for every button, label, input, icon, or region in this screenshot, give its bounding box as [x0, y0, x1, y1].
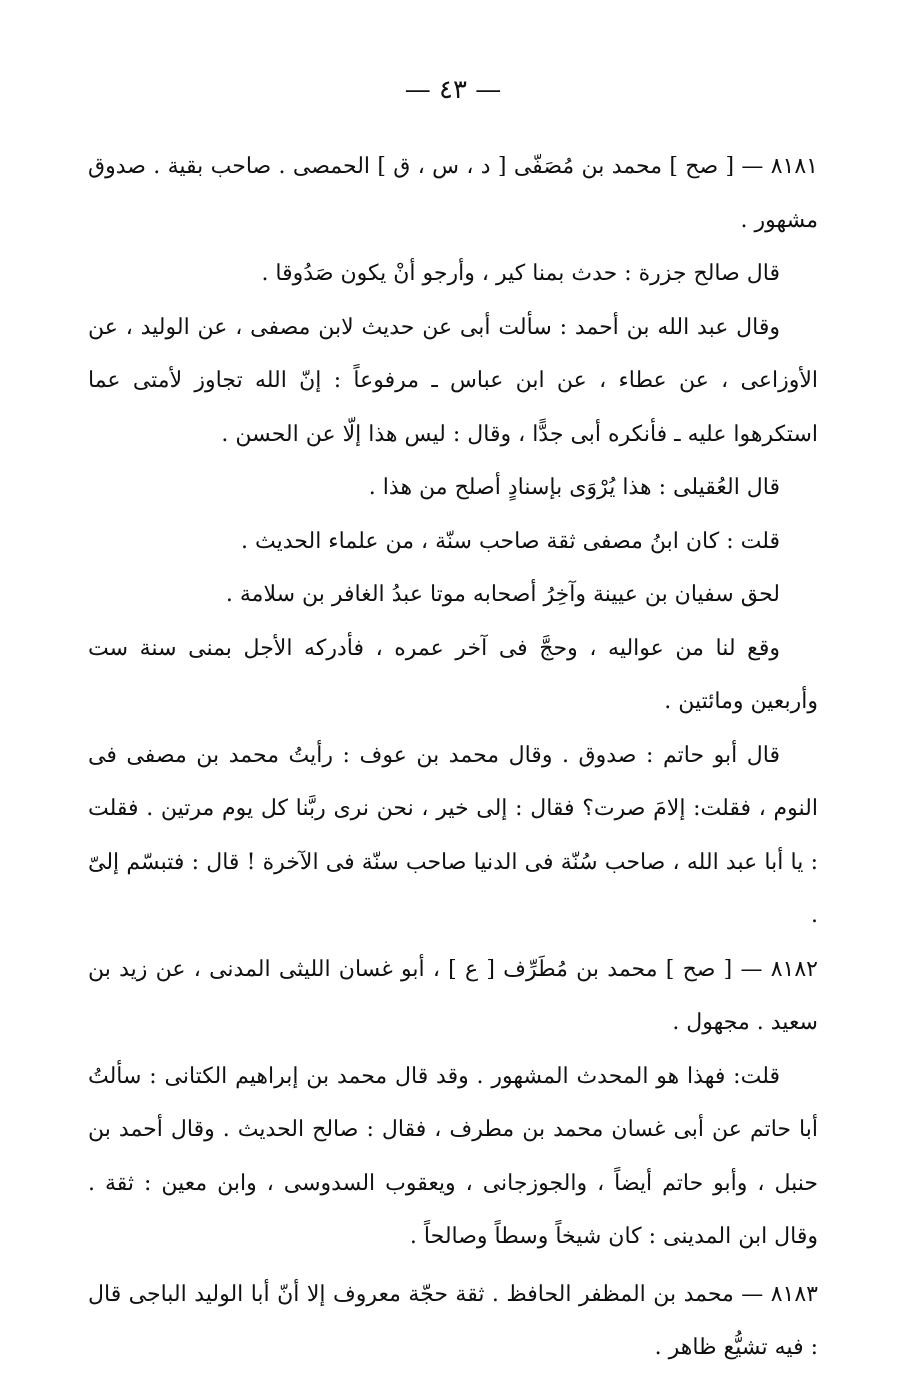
- page-number: — ٤٣ —: [404, 75, 502, 105]
- paragraph-abu-hatim: قال أبو حاتم : صدوق . وقال محمد بن عوف : رأيتُ محمد بن مصفى فى النوم ، فقلت: إلامَ صرت؟ فقال : إلى خير ، نحن نرى ربَّنا كل يوم مرتين . فقلت : يا أبا عبد الله ، صاحب سُنّة فى الدنيا صاحب سنّة فى الآخرة ! قال : فتبسّم إلىّ .: [88, 742, 818, 928]
- entry-8182: ٨١٨٢ — [ صح ] محمد بن مُطَرِّف [ ع ] ، أبو غسان الليثى المدنى ، عن زيد بن سعيد . مجهول .: [88, 956, 818, 1035]
- paragraph-sufyan: لحق سفيان بن عيينة وآخِرُ أصحابه موتا عبدُ الغافر بن سلامة .: [225, 582, 780, 607]
- paragraph-abdullah-ibn-ahmad: وقال عبد الله بن أحمد : سألت أبى عن حديث لابن مصفى ، عن الوليد ، عن الأوزاعى ، عن عطاء ، عن ابن عباس ـ مرفوعاً : إنّ الله تجاوز لأمتى عما استكرهوا عليه ـ فأنكره أبى جدًّا ، وقال : ليس هذا إلّا عن الحسن .: [88, 314, 818, 447]
- paragraph-uqayli: قال العُقيلى : هذا يُرْوَى بإسنادٍ أصلح من هذا .: [368, 475, 780, 500]
- book-page: [88, 70, 818, 1375]
- paragraph-saleh-jazara: قال صالح جزرة : حدث بمنا كير ، وأرجو أنْ يكون صَدُوقا .: [261, 261, 780, 286]
- paragraph-awali: وقع لنا من عواليه ، وحجَّ فى آخر عمره ، فأدركه الأجل بمنى سنة ست وأربعين ومائتين .: [88, 635, 818, 714]
- entry-8181: ٨١٨١ — [ صح ] محمد بن مُصَفّى [ د ، س ، ق ] الحمصى . صاحب بقية . صدوق مشهور .: [88, 154, 818, 233]
- paragraph-muhaddith: قلت: فهذا هو المحدث المشهور . وقد قال محمد بن إبراهيم الكتانى : سألتُ أبا حاتم عن أبى غسان محمد بن مطرف ، فقال : صالح الحديث . وقال أحمد بن حنبل ، وأبو حاتم أيضاً ، والجوزجانى ، ويعقوب السدوسى ، وابن معين : ثقة . وقال ابن المدينى : كان شيخاً وسطاً وصالحاً .: [88, 1063, 818, 1249]
- entry-8183: ٨١٨٣ — محمد بن المظفر الحافظ . ثقة حجّة معروف إلا أنّ أبا الوليد الباجى قال : فيه تشيُّع ظاهر .: [88, 1281, 818, 1360]
- paragraph-author-note: قلت : كان ابنُ مصفى ثقة صاحب سنّة ، من علماء الحديث .: [241, 528, 780, 554]
